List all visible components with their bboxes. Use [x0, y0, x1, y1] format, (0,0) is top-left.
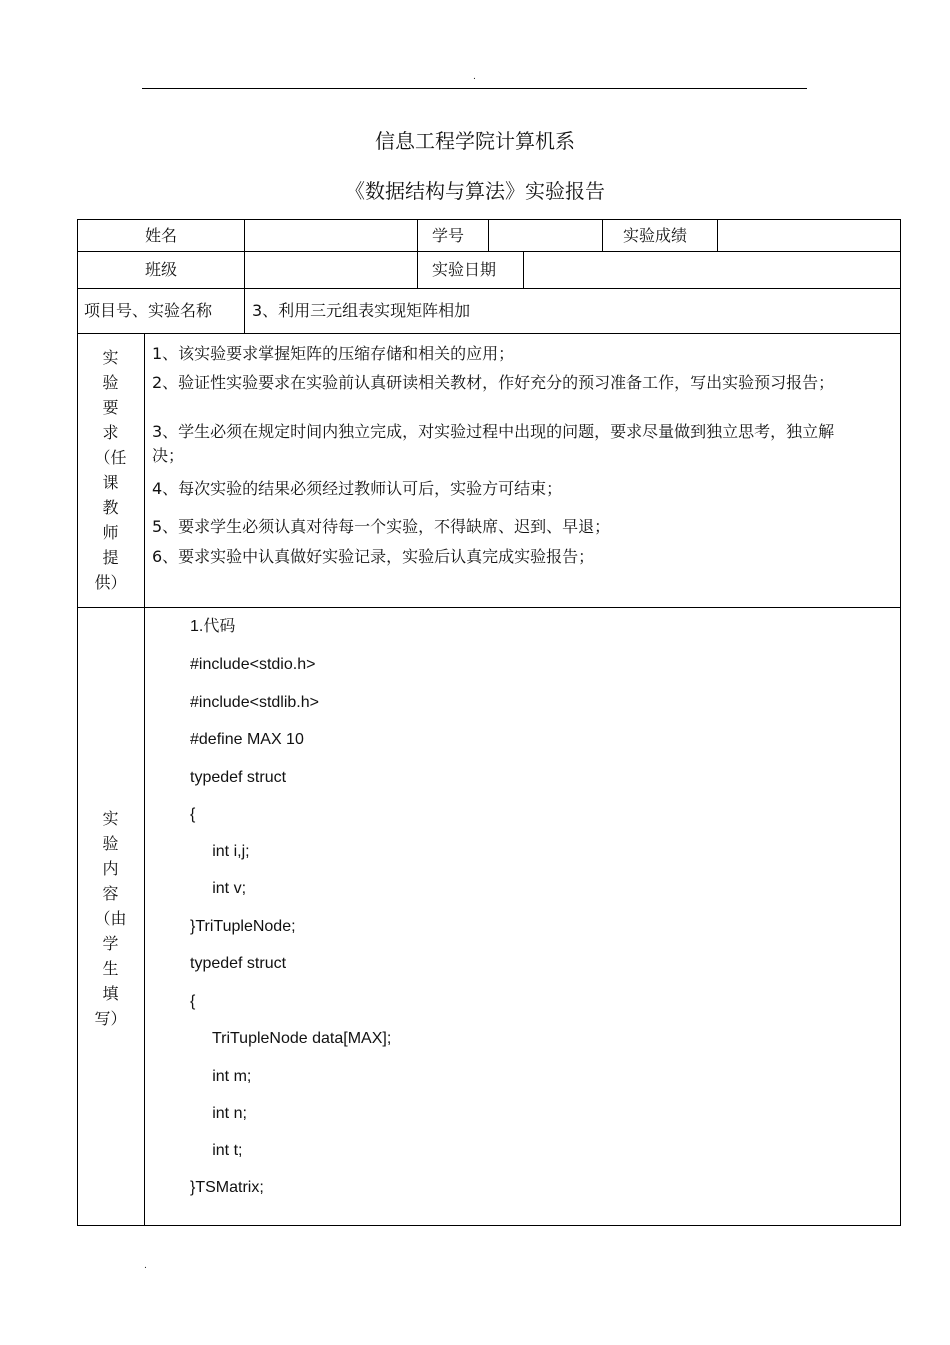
content-label-char: 学: [102, 934, 119, 953]
requirements-label-char: 提: [102, 548, 119, 567]
table-rule: [244, 219, 245, 334]
table-rule: [488, 219, 489, 252]
grade-label: 实验成绩: [623, 225, 688, 245]
project-label: 项目号、实验名称: [84, 301, 213, 320]
content-label-char: 填: [102, 984, 119, 1003]
requirement-item: 3、学生必须在规定时间内独立完成，对实验过程中出现的问题，要求尽量做到独立思考，独立解决；: [152, 422, 835, 465]
requirements-label-char: 师: [102, 523, 119, 542]
header-rule: [142, 88, 807, 89]
header-dot: .: [473, 72, 476, 82]
requirements-label-char: 供）: [94, 573, 127, 592]
requirement-item: 4、每次实验的结果必须经过教师认可后，实验方可结束；: [152, 479, 563, 498]
name-value: [250, 220, 410, 251]
code-line: int t;: [190, 1142, 243, 1159]
code-line: #include<stdlib.h>: [190, 694, 319, 711]
code-line: #define MAX 10: [190, 731, 304, 748]
code-line: 1.代码: [190, 618, 236, 635]
class-label: 班级: [144, 260, 177, 279]
name-label: 姓名: [144, 225, 177, 245]
date-label: 实验日期: [432, 260, 497, 279]
table-rule: [77, 607, 901, 608]
code-line: typedef struct: [190, 769, 287, 786]
grade-value: [725, 220, 895, 251]
content-label: [77, 806, 144, 1031]
code-line: int n;: [190, 1105, 247, 1122]
code-line: TriTupleNode data[MAX];: [190, 1030, 392, 1047]
requirements-label-char: 要: [102, 398, 119, 417]
table-rule: [717, 219, 718, 252]
class-value: [250, 252, 410, 288]
requirements-label-char: （任: [94, 448, 127, 467]
requirement-item: 6、要求实验中认真做好实验记录，实验后认真完成实验报告；: [152, 547, 595, 566]
requirements-label-char: 求: [102, 423, 119, 442]
content-label-char: 实: [102, 809, 119, 828]
date-value: [530, 252, 890, 288]
table-rule: [144, 333, 145, 1226]
footer-dot: .: [144, 1261, 147, 1271]
requirement-item: 1、该实验要求掌握矩阵的压缩存储和相关的应用；: [152, 344, 515, 363]
requirements-label-char: 课: [102, 473, 119, 492]
table-rule: [602, 219, 603, 252]
content-label-char: 内: [102, 859, 119, 878]
report-subtitle: 《数据结构与算法》实验报告: [345, 179, 605, 203]
code-line: {: [190, 806, 196, 823]
code-line: }TriTupleNode;: [190, 918, 296, 935]
content-label-char: 生: [102, 959, 119, 978]
code-line: #include<stdio.h>: [190, 656, 316, 673]
table-border-bottom: [77, 1225, 901, 1226]
student-id-label: 学号: [432, 225, 465, 245]
table-rule: [417, 219, 418, 289]
code-line: }TSMatrix;: [190, 1179, 264, 1196]
requirement-item: 2、验证性实验要求在实验前认真研读相关教材，作好充分的预习准备工作，写出实验预习报告；: [152, 373, 835, 392]
code-line: typedef struct: [190, 955, 287, 972]
requirements-label-char: 实: [102, 348, 119, 367]
project-value: 3、利用三元组表实现矩阵相加: [252, 301, 471, 320]
requirements-label-char: 验: [102, 373, 119, 392]
code-line: int v;: [190, 880, 247, 897]
page-title: 信息工程学院计算机系: [375, 129, 575, 153]
requirements-label-char: 教: [102, 498, 119, 517]
requirements-label: [77, 345, 144, 595]
content-label-char: 容: [102, 884, 119, 903]
code-line: int m;: [190, 1068, 252, 1085]
content-label-char: （由: [94, 909, 127, 928]
code-line: {: [190, 993, 196, 1010]
table-rule: [523, 251, 524, 289]
content-label-char: 写）: [94, 1009, 127, 1028]
requirement-item: 5、要求学生必须认真对待每一个实验，不得缺席、迟到、早退；: [152, 517, 611, 536]
student-id-value: [495, 220, 595, 251]
table-border-right: [900, 219, 901, 1226]
table-rule: [77, 333, 901, 334]
code-line: int i,j;: [190, 843, 250, 860]
content-label-char: 验: [102, 834, 119, 853]
